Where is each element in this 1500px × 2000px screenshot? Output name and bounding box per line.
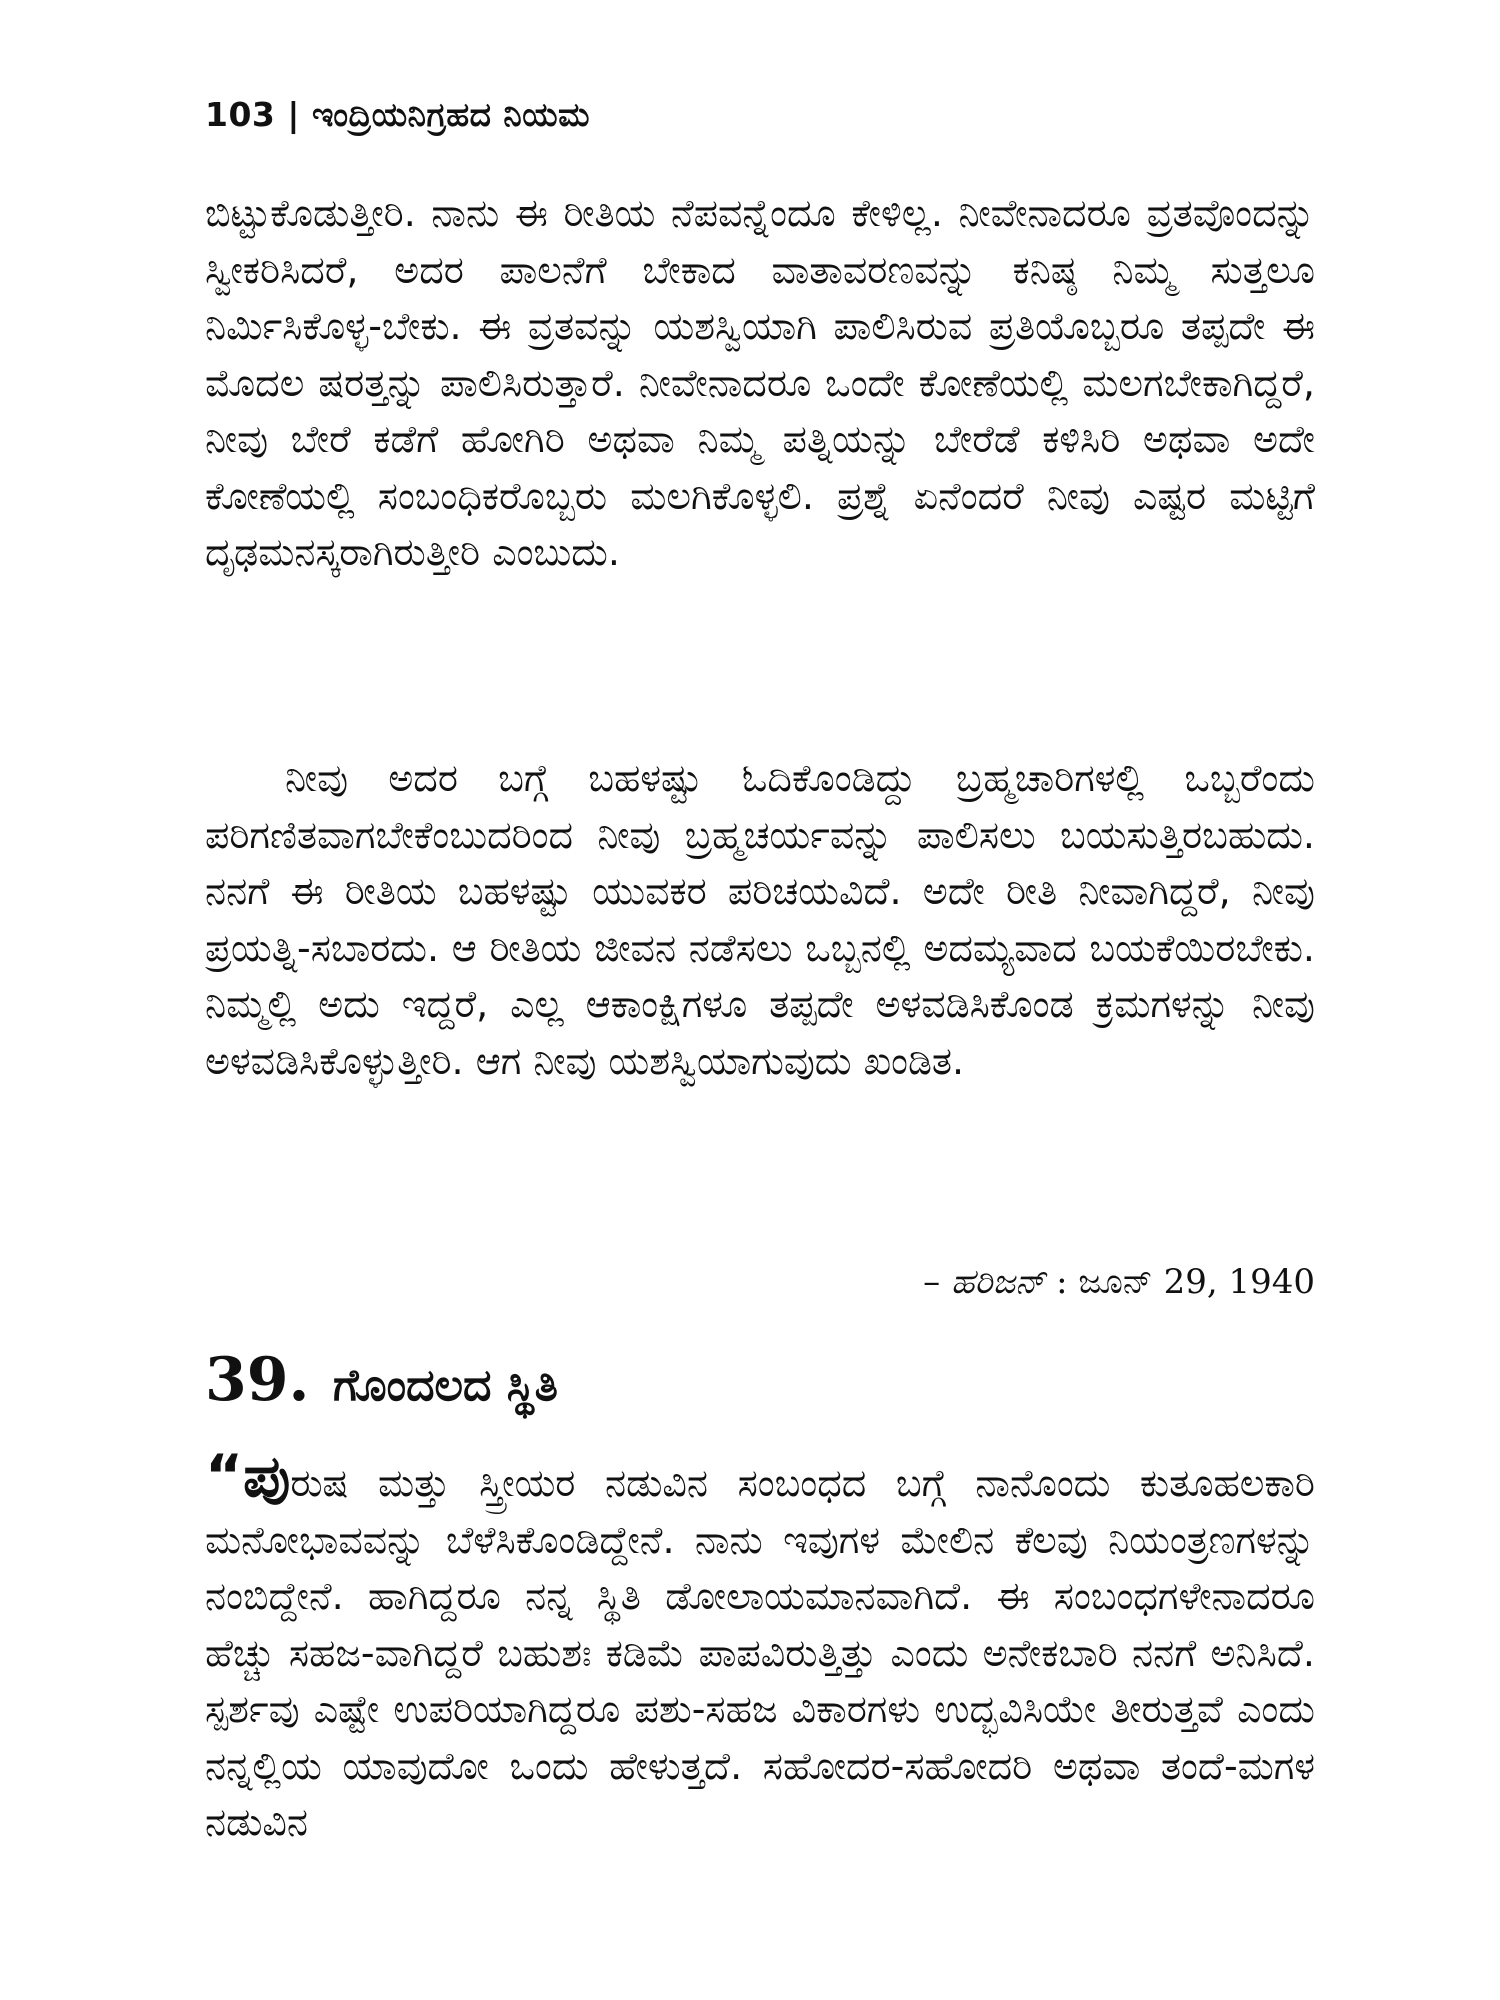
chapter-heading	[205, 1345, 558, 1415]
body-paragraph-1: ಬಿಟ್ಟುಕೊಡುತ್ತೀರಿ. ನಾನು ಈ ರೀತಿಯ ನೆಪವನ್ನೆಂದೂ ಕೇಳಿಲ್ಲ. ನೀವೇನಾದರೂ ವ್ರತವೊಂದನ್ನು ಸ್ವೀಕರಿಸಿದರೆ, ಅದರ ಪಾಲನೆಗೆ ಬೇಕಾದ ವಾತಾವರಣವನ್ನು ಕನಿಷ್ಠ ನಿಮ್ಮ ಸುತ್ತಲೂ ನಿರ್ಮಿಸಿಕೊಳ್ಳ-ಬೇಕು. ಈ ವ್ರತವನ್ನು ಯಶಸ್ವಿಯಾಗಿ ಪಾಲಿಸಿರುವ ಪ್ರತಿಯೊಬ್ಬರೂ ತಪ್ಪದೇ ಈ ಮೊದಲ ಷರತ್ತನ್ನು ಪಾಲಿಸಿರುತ್ತಾರೆ. ನೀವೇನಾದರೂ ಒಂದೇ ಕೋಣೆಯಲ್ಲಿ ಮಲಗಬೇಕಾಗಿದ್ದರೆ, ನೀವು ಬೇರೆ ಕಡೆಗೆ ಹೋಗಿರಿ ಅಥವಾ ನಿಮ್ಮ ಪತ್ನಿಯನ್ನು ಬೇರೆಡೆ ಕಳಿಸಿರಿ ಅಥವಾ ಅದೇ ಕೋಣೆಯಲ್ಲಿ ಸಂಬಂಧಿಕರೊಬ್ಬರು ಮಲಗಿಕೊಳ್ಳಲಿ. ಪ್ರಶ್ನೆ ಏನೆಂದರೆ ನೀವು ಎಷ್ಟರ ಮಟ್ಟಿಗೆ ದೃಢಮನಸ್ಕರಾಗಿರುತ್ತೀರಿ ಎಂಬುದು.	[205, 191, 1315, 574]
citation-publication: ಹರಿಜನ್	[950, 1262, 1046, 1302]
chapter-paragraph-text: ರುಷ ಮತ್ತು ಸ್ತ್ರೀಯರ ನಡುವಿನ ಸಂಬಂಧದ ಬಗ್ಗೆ ನಾನೊಂದು ಕುತೂಹಲಕಾರಿ ಮನೋಭಾವವನ್ನು ಬೆಳೆಸಿಕೊಂಡಿದ್ದೇನೆ. ನಾನು ಇವುಗಳ ಮೇಲಿನ ಕೆಲವು ನಿಯಂತ್ರಣಗಳನ್ನು ನಂಬಿದ್ದೇನೆ. ಹಾಗಿದ್ದರೂ ನನ್ನ ಸ್ಥಿತಿ ಡೋಲಾಯಮಾನವಾಗಿದೆ. ಈ ಸಂಬಂಧಗಳೇನಾದರೂ ಹೆಚ್ಚು ಸಹಜ-ವಾಗಿದ್ದರೆ ಬಹುಶಃ ಕಡಿಮೆ ಪಾಪವಿರುತ್ತಿತ್ತು ಎಂದು ಅನೇಕಬಾರಿ ನನಗೆ ಅನಿಸಿದೆ. ಸ್ಪರ್ಶವು ಎಷ್ಟೇ ಉಪರಿಯಾಗಿದ್ದರೂ ಪಶು-ಸಹಜ ವಿಕಾರಗಳು ಉದ್ಭವಿಸಿಯೇ ತೀರುತ್ತವೆ ಎಂದು ನನ್ನಲ್ಲಿಯ ಯಾವುದೋ ಒಂದು ಹೇಳುತ್ತದೆ. ಸಹೋದರ-ಸಹೋದರಿ ಅಥವಾ ತಂದೆ-ಮಗಳ ನಡುವಿನ	[205, 1461, 1315, 1844]
citation	[923, 1262, 1315, 1302]
drop-cap: “ಪು	[205, 1442, 291, 1510]
chapter-title: ಗೊಂದಲದ ಸ್ಥಿತಿ	[332, 1360, 558, 1411]
running-header	[205, 95, 590, 135]
citation-date: : ಜೂನ್ 29, 1940	[1056, 1262, 1315, 1302]
page-number: 103	[205, 95, 276, 134]
running-title: ಇಂದ್ರಿಯನಿಗ್ರಹದ ನಿಯಮ	[311, 95, 590, 134]
chapter-paragraph	[205, 1442, 1315, 1851]
header-separator: |	[287, 95, 300, 134]
body-paragraph-2: ನೀವು ಅದರ ಬಗ್ಗೆ ಬಹಳಷ್ಟು ಓದಿಕೊಂಡಿದ್ದು ಬ್ರಹ್ಮಚಾರಿಗಳಲ್ಲಿ ಒಬ್ಬರೆಂದು ಪರಿಗಣಿತವಾಗಬೇಕೆಂಬುದರಿಂದ ನೀವು ಬ್ರಹ್ಮಚರ್ಯವನ್ನು ಪಾಲಿಸಲು ಬಯಸುತ್ತಿರಬಹುದು. ನನಗೆ ಈ ರೀತಿಯ ಬಹಳಷ್ಟು ಯುವಕರ ಪರಿಚಯವಿದೆ. ಅದೇ ರೀತಿ ನೀವಾಗಿದ್ದರೆ, ನೀವು ಪ್ರಯತ್ನಿ-ಸಬಾರದು. ಆ ರೀತಿಯ ಜೀವನ ನಡೆಸಲು ಒಬ್ಬನಲ್ಲಿ ಅದಮ್ಯವಾದ ಬಯಕೆಯಿರಬೇಕು. ನಿಮ್ಮಲ್ಲಿ ಅದು ಇದ್ದರೆ, ಎಲ್ಲ ಆಕಾಂಕ್ಷಿಗಳೂ ತಪ್ಪದೇ ಅಳವಡಿಸಿಕೊಂಡ ಕ್ರಮಗಳನ್ನು ನೀವು ಅಳವಡಿಸಿಕೊಳ್ಳುತ್ತೀರಿ. ಆಗ ನೀವು ಯಶಸ್ವಿಯಾಗುವುದು ಖಂಡಿತ.	[205, 756, 1315, 1083]
citation-dash: –	[923, 1262, 941, 1302]
chapter-number: 39.	[205, 1345, 310, 1415]
